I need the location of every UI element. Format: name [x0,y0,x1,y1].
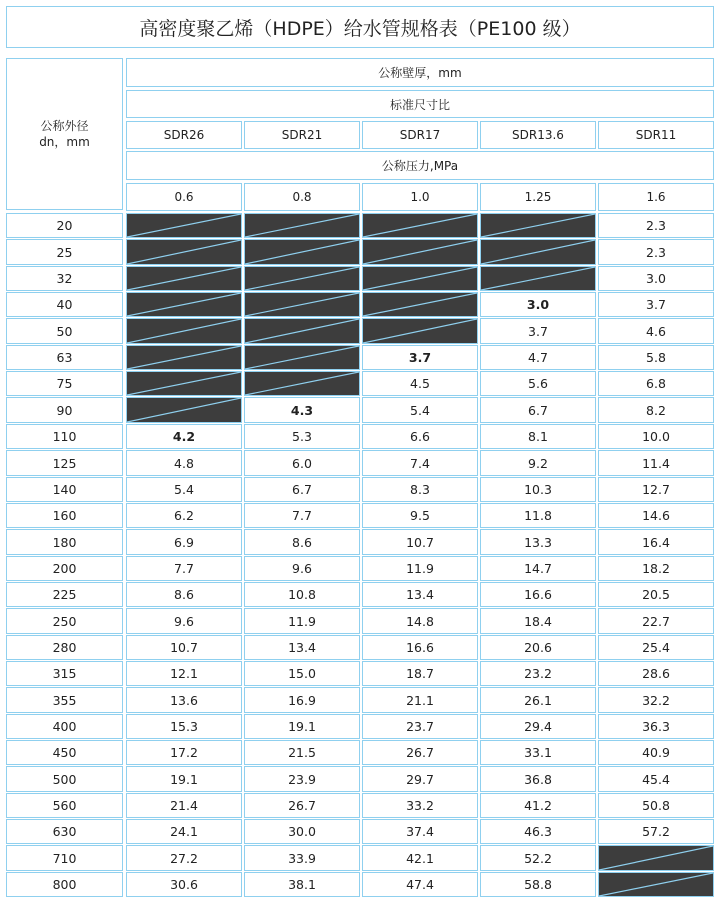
pressure-1: 0.8 [244,183,360,211]
dn-header-line2: dn，mm [39,135,90,149]
thickness-cell: 23.2 [480,661,596,686]
dn-header [6,58,123,210]
empty-cell [126,266,242,291]
dn-cell: 160 [6,503,123,528]
thickness-cell: 6.7 [244,477,360,502]
thickness-cell: 20.6 [480,635,596,660]
thickness-cell: 2.3 [598,213,714,238]
thickness-cell: 30.6 [126,872,242,897]
thickness-cell: 36.3 [598,714,714,739]
empty-cell [362,266,478,291]
dn-cell: 50 [6,318,123,344]
sdr-3: SDR13.6 [480,121,596,149]
thickness-cell: 7.4 [362,450,478,476]
empty-cell [126,318,242,344]
thickness-cell: 4.3 [244,397,360,423]
dn-cell: 20 [6,213,123,238]
dn-cell: 450 [6,740,123,765]
thickness-cell: 10.0 [598,424,714,449]
dn-cell: 355 [6,687,123,713]
empty-cell [362,239,478,265]
thickness-cell: 9.6 [244,556,360,581]
empty-cell [480,266,596,291]
thickness-cell: 3.7 [598,292,714,317]
sdr-0: SDR26 [126,121,242,149]
thickness-cell: 25.4 [598,635,714,660]
thickness-cell: 16.9 [244,687,360,713]
empty-cell [126,239,242,265]
thickness-cell: 38.1 [244,872,360,897]
thickness-cell: 8.2 [598,397,714,423]
dn-cell: 75 [6,371,123,396]
thickness-cell: 29.7 [362,766,478,792]
thickness-cell: 5.4 [362,397,478,423]
dn-cell: 250 [6,608,123,634]
thickness-cell: 20.5 [598,582,714,607]
thickness-cell: 8.3 [362,477,478,502]
thickness-cell: 7.7 [126,556,242,581]
sdr-2: SDR17 [362,121,478,149]
dn-cell: 125 [6,450,123,476]
sdr-header: 标准尺寸比 [126,90,714,118]
dn-cell: 710 [6,845,123,871]
thickness-cell: 14.8 [362,608,478,634]
empty-cell [598,845,714,871]
dn-cell: 500 [6,766,123,792]
empty-cell [126,292,242,317]
thickness-cell: 30.0 [244,819,360,844]
empty-cell [244,239,360,265]
empty-cell [126,213,242,238]
thickness-cell: 33.2 [362,793,478,818]
thickness-cell: 11.8 [480,503,596,528]
thickness-cell: 24.1 [126,819,242,844]
thickness-cell: 4.6 [598,318,714,344]
empty-cell [244,318,360,344]
thickness-cell: 32.2 [598,687,714,713]
thickness-cell: 4.5 [362,371,478,396]
thickness-cell: 8.1 [480,424,596,449]
empty-cell [362,213,478,238]
thickness-cell: 50.8 [598,793,714,818]
dn-header-line1: 公称外径 [40,119,89,133]
thickness-cell: 57.2 [598,819,714,844]
dn-cell: 280 [6,635,123,660]
thickness-cell: 23.7 [362,714,478,739]
empty-cell [126,371,242,396]
page-title: 高密度聚乙烯（HDPE）给水管规格表（PE100 级） [6,6,714,48]
thickness-cell: 17.2 [126,740,242,765]
dn-cell: 400 [6,714,123,739]
sdr-1: SDR21 [244,121,360,149]
thickness-cell: 13.4 [244,635,360,660]
thickness-cell: 26.7 [244,793,360,818]
thickness-cell: 10.3 [480,477,596,502]
thickness-cell: 36.8 [480,766,596,792]
thickness-cell: 58.8 [480,872,596,897]
thickness-cell: 6.2 [126,503,242,528]
wall-thickness-header: 公称壁厚，mm [126,58,714,87]
empty-cell [362,318,478,344]
thickness-cell: 10.8 [244,582,360,607]
empty-cell [244,266,360,291]
thickness-cell: 26.7 [362,740,478,765]
thickness-cell: 3.7 [362,345,478,370]
thickness-cell: 16.4 [598,529,714,555]
thickness-cell: 15.0 [244,661,360,686]
thickness-cell: 9.6 [126,608,242,634]
thickness-cell: 26.1 [480,687,596,713]
empty-cell [480,239,596,265]
thickness-cell: 13.4 [362,582,478,607]
pressure-0: 0.6 [126,183,242,211]
thickness-cell: 27.2 [126,845,242,871]
dn-cell: 200 [6,556,123,581]
thickness-cell: 29.4 [480,714,596,739]
thickness-cell: 52.2 [480,845,596,871]
thickness-cell: 22.7 [598,608,714,634]
dn-cell: 63 [6,345,123,370]
thickness-cell: 16.6 [480,582,596,607]
pressure-2: 1.0 [362,183,478,211]
thickness-cell: 5.3 [244,424,360,449]
dn-cell: 140 [6,477,123,502]
thickness-cell: 37.4 [362,819,478,844]
thickness-cell: 46.3 [480,819,596,844]
empty-cell [362,292,478,317]
thickness-cell: 3.7 [480,318,596,344]
thickness-cell: 5.4 [126,477,242,502]
thickness-cell: 45.4 [598,766,714,792]
thickness-cell: 28.6 [598,661,714,686]
thickness-cell: 10.7 [362,529,478,555]
sdr-4: SDR11 [598,121,714,149]
thickness-cell: 8.6 [126,582,242,607]
thickness-cell: 6.0 [244,450,360,476]
dn-cell: 315 [6,661,123,686]
thickness-cell: 6.6 [362,424,478,449]
thickness-cell: 11.4 [598,450,714,476]
dn-cell: 560 [6,793,123,818]
thickness-cell: 15.3 [126,714,242,739]
dn-cell: 90 [6,397,123,423]
thickness-cell: 6.7 [480,397,596,423]
thickness-cell: 21.5 [244,740,360,765]
thickness-cell: 9.5 [362,503,478,528]
empty-cell [126,345,242,370]
thickness-cell: 2.3 [598,239,714,265]
pressure-4: 1.6 [598,183,714,211]
thickness-cell: 6.9 [126,529,242,555]
thickness-cell: 3.0 [598,266,714,291]
dn-cell: 180 [6,529,123,555]
thickness-cell: 9.2 [480,450,596,476]
thickness-cell: 10.7 [126,635,242,660]
thickness-cell: 16.6 [362,635,478,660]
thickness-cell: 18.4 [480,608,596,634]
thickness-cell: 23.9 [244,766,360,792]
thickness-cell: 33.9 [244,845,360,871]
empty-cell [244,292,360,317]
thickness-cell: 11.9 [362,556,478,581]
dn-cell: 25 [6,239,123,265]
thickness-cell: 40.9 [598,740,714,765]
dn-cell: 110 [6,424,123,449]
empty-cell [244,213,360,238]
thickness-cell: 21.4 [126,793,242,818]
thickness-cell: 33.1 [480,740,596,765]
thickness-cell: 11.9 [244,608,360,634]
thickness-cell: 14.7 [480,556,596,581]
pressure-header: 公称压力,MPa [126,151,714,180]
dn-cell: 630 [6,819,123,844]
thickness-cell: 4.8 [126,450,242,476]
thickness-cell: 5.8 [598,345,714,370]
pressure-3: 1.25 [480,183,596,211]
thickness-cell: 41.2 [480,793,596,818]
thickness-cell: 18.7 [362,661,478,686]
dn-cell: 40 [6,292,123,317]
thickness-cell: 18.2 [598,556,714,581]
thickness-cell: 6.8 [598,371,714,396]
thickness-cell: 8.6 [244,529,360,555]
empty-cell [244,345,360,370]
empty-cell [598,872,714,897]
thickness-cell: 7.7 [244,503,360,528]
thickness-cell: 14.6 [598,503,714,528]
empty-cell [480,213,596,238]
dn-cell: 32 [6,266,123,291]
thickness-cell: 4.7 [480,345,596,370]
thickness-cell: 13.3 [480,529,596,555]
thickness-cell: 42.1 [362,845,478,871]
empty-cell [126,397,242,423]
dn-cell: 800 [6,872,123,897]
thickness-cell: 3.0 [480,292,596,317]
empty-cell [244,371,360,396]
thickness-cell: 47.4 [362,872,478,897]
thickness-cell: 12.7 [598,477,714,502]
dn-cell: 225 [6,582,123,607]
thickness-cell: 21.1 [362,687,478,713]
thickness-cell: 12.1 [126,661,242,686]
thickness-cell: 5.6 [480,371,596,396]
thickness-cell: 4.2 [126,424,242,449]
thickness-cell: 13.6 [126,687,242,713]
thickness-cell: 19.1 [244,714,360,739]
thickness-cell: 19.1 [126,766,242,792]
